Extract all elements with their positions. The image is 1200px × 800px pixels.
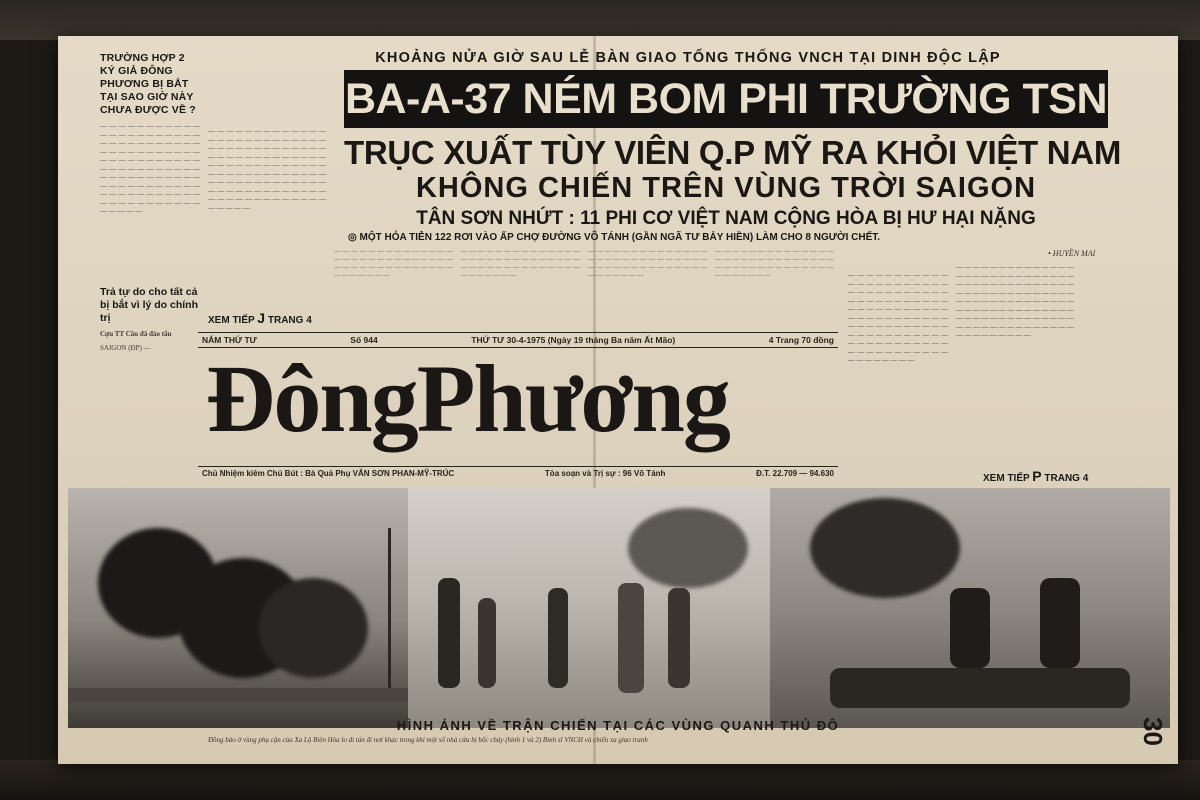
edition-issue: Số 944 <box>350 335 378 345</box>
pre-headline: KHOẢNG NỬA GIỜ SAU LỄ BÀN GIAO TỔNG THỐNG VNCH TẠI DINH ĐỘC LẬP <box>375 50 1001 66</box>
see-next-left: XEM TIẾP J TRANG 4 <box>208 310 312 326</box>
second-headline: TRỤC XUẤT TÙY VIÊN Q.P MỸ RA KHỎI VIỆT NAM <box>344 134 1122 171</box>
bullet-headline: ◎ MỘT HỎA TIỄN 122 RƠI VÀO ẤP CHỢ ĐƯỜNG VÕ TÁNH (GẦN NGÃ TƯ BẢY HIỀN) LÀM CHO 8 NGƯỜI CHẾT. <box>348 232 881 243</box>
see-next-right: XEM TIẾP P TRANG 4 <box>983 468 1089 484</box>
photo-refugees-fleeing <box>408 488 772 728</box>
table-background-bottom <box>0 760 1200 800</box>
left-column-article <box>100 52 200 282</box>
sub-article-headline: Trả tự do cho tất cả bị bắt vì lý do chính trị <box>100 286 199 324</box>
main-headline-banner <box>344 70 1108 128</box>
front-page-body-columns: — — — — — — — — — — — — — — — — — — — — — — — — — — — — — — — — — — — — — — — — — — — — — — — — — — — — — — — — — — — — — — — — — — — — — — — — — — — — — — — — — — — — — — — — — — — — — — — — — — — — — — — — — — — — — — — — — — — — — — — — — — — — — — — — — — — — — — — — — — — — — — — — — — — — — — — — — — — — — — — — — — — — — — — — — — — — — — — — — — — — — — — — — — — — — — — — — — — — <box>334 248 834 279</box>
main-headline: BA-A-37 NÉM BOM PHI TRƯỜNG TSN <box>344 74 1108 123</box>
left-column-body-2: — — — — — — — — — — — — — — — — — — — — — — — — — — — — — — — — — — — — — — — — — — — — — — — — — — — — — — — — — — — — — — — — — — — — — — — — — — — — — — — — — — — — — — — — — — — — — — — — — — — — — — — — — — — — — — — — — — — — — — — — — — <box>208 127 326 212</box>
edition-price: 4 Trang 70 đồng <box>768 335 834 345</box>
newspaper-page <box>58 36 1178 764</box>
editor-name: Chủ Nhiệm kiêm Chủ Bút : Bà Quả Phụ VĂN SƠN PHAN-MỸ-TRÚC <box>202 469 455 478</box>
photo-soldiers-tank <box>770 488 1170 728</box>
byline: • HUYỀN MAI <box>1048 249 1096 258</box>
table-background-top <box>0 0 1200 40</box>
sub-article-dateline: SAIGON (ĐP) — <box>100 343 151 352</box>
left-article-body: — — — — — — — — — — — — — — — — — — — — — — — — — — — — — — — — — — — — — — — — — — — — — — — — — — — — — — — — — — — — — — — — — — — — — — — — — — — — — — — — — — — — — — — — — — — — — — — — — — — — — — — — — — — — — — — — — — — <box>100 122 200 215</box>
edition-year: NĂM THỨ TƯ <box>202 335 257 345</box>
editor-office: Tòa soạn và Trị sự : 96 Võ Tánh <box>544 469 666 478</box>
right-column-article-2: — — — — — — — — — — — — — — — — — — — — — — — — — — — — — — — — — — — — — — — — — — — — — — — — — — — — — — — — — — — — — — — — — — — — — — — — — — — — — — — — — — — — — — — — — — — — — — — — — — — — — — — — — — — — — — — — — — — — — — — — — <box>956 264 1074 339</box>
fourth-headline: TÂN SƠN NHỨT : 11 PHI CƠ VIỆT NAM CỘNG HÒA BỊ HƯ HẠI NẶNG <box>416 208 1036 229</box>
editor-phone: Đ.T. 22.709 — 94.630 <box>756 469 834 478</box>
left-article-headline: TRƯỜNG HỢP 2 KÝ GIẢ ĐÔNG PHƯƠNG BỊ BẮT TẠI SAO GIỜ NÀY CHƯA ĐƯỢC VỀ ? <box>100 52 196 116</box>
sub-article-subhead: Cựu TT Cầu đã đào tẩu <box>100 330 172 338</box>
bullet-icon: ◎ <box>348 232 360 243</box>
third-headline: KHÔNG CHIẾN TRÊN VÙNG TRỜI SAIGON <box>415 172 1037 204</box>
right-column-article: — — — — — — — — — — — — — — — — — — — — — — — — — — — — — — — — — — — — — — — — — — — — — — — — — — — — — — — — — — — — — — — — — — — — — — — — — — — — — — — — — — — — — — — — — — — — — — — — — — — — — — — — — — — — — — — — — — — — — — <box>848 272 948 364</box>
masthead: ĐôngPhương <box>206 345 729 452</box>
photo-smoke-over-bridge <box>68 488 412 728</box>
photo-footnote: Đồng bào ở vùng phụ cận của Xa Lộ Biên Hòa lo di tản đi nơi khác trong khi một số nhà cửa bị bốc cháy (hình 1 và 2) Binh sĩ VNCH và chiến xa giao tranh <box>208 736 648 744</box>
left-column-sub-article <box>100 286 200 476</box>
page-number: 30 <box>1137 717 1168 746</box>
editor-bar <box>198 466 838 480</box>
photo-caption: HÌNH ẢNH VỀ TRẬN CHIẾN TẠI CÁC VÙNG QUANH THỦ ĐÔ <box>396 718 840 733</box>
edition-date: THỨ TƯ 30-4-1975 (Ngày 19 tháng Ba năm Ất Mão) <box>471 335 676 345</box>
